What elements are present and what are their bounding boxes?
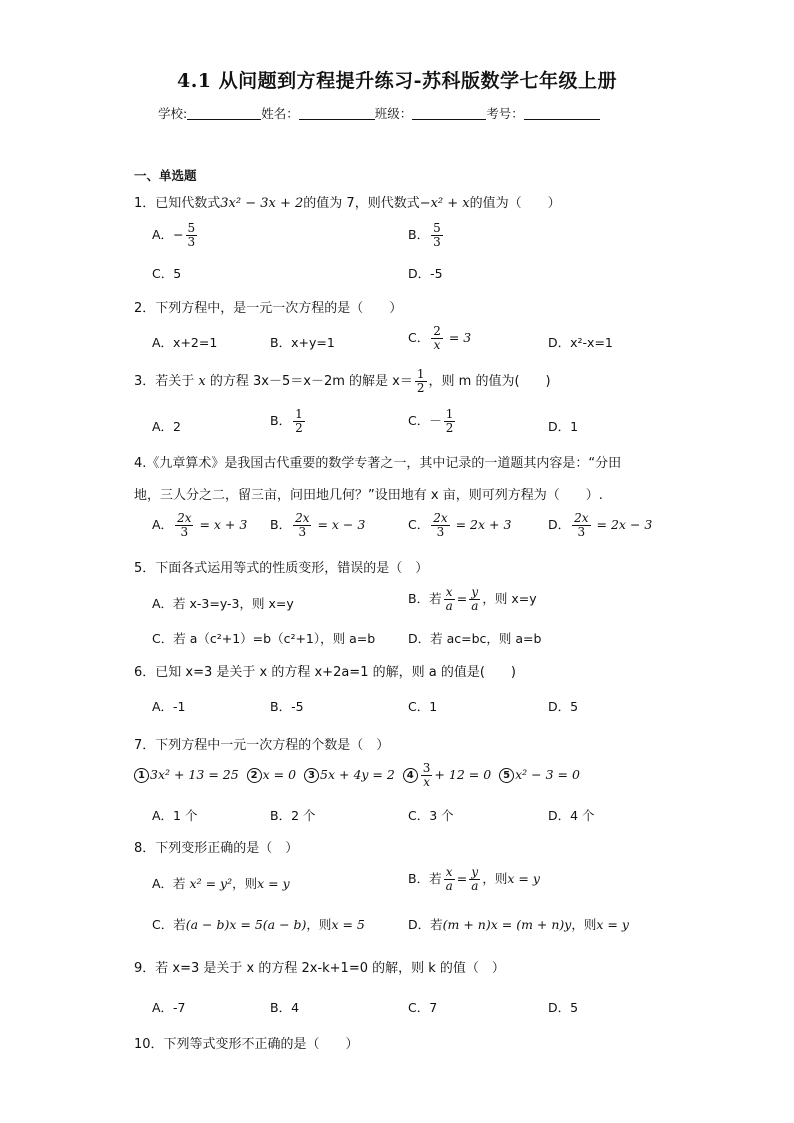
q8-b-eq: = xyxy=(456,871,468,886)
q4-c-label: C． xyxy=(408,517,430,532)
q8-b-num1: x xyxy=(445,865,453,879)
q3-c-num: 1 xyxy=(445,407,454,421)
q4-b-rest: = x − 3 xyxy=(313,517,366,532)
q7-item4-num: 3 xyxy=(422,761,431,775)
q9-option-c[interactable]: C．7 xyxy=(408,1000,438,1015)
class-label: 班级： xyxy=(374,106,413,121)
q8-a-mid: ，则 xyxy=(232,876,258,891)
q7-item4-fraction xyxy=(421,762,433,789)
q4-c-rest: = 2x + 3 xyxy=(451,517,512,532)
q8-d-mid: ，则 xyxy=(571,917,597,932)
q5-option-d[interactable]: D．若 ac=bc，则 a=b xyxy=(408,631,542,646)
q1-a-sign: − xyxy=(173,227,184,242)
q4-d-den: 3 xyxy=(577,525,586,539)
q3-c-fraction xyxy=(444,408,456,435)
q9-option-d[interactable]: D．5 xyxy=(548,1000,579,1015)
q4-c-fraction xyxy=(431,512,449,539)
q8-c-res: x = 5 xyxy=(331,917,365,932)
q2-option-c[interactable] xyxy=(408,325,471,352)
q8-a-res: x = y xyxy=(257,876,290,891)
q9-option-a[interactable]: A．-7 xyxy=(152,1000,186,1015)
q3-option-d[interactable]: D．1 xyxy=(548,419,579,434)
q8-option-a[interactable] xyxy=(152,874,290,892)
q8-b-fraction-2 xyxy=(469,866,480,893)
q4-d-num: 2x xyxy=(574,511,589,525)
q3-solution-fraction xyxy=(415,368,427,395)
q4-option-a[interactable] xyxy=(152,512,247,539)
q4-b-fraction xyxy=(293,512,311,539)
q3-b-fraction xyxy=(293,408,305,435)
q5-b-num2: y xyxy=(471,585,479,599)
q4-option-b[interactable] xyxy=(270,512,365,539)
q8-d-expr: (m + n)x = (m + n)y xyxy=(442,917,572,932)
q8-c-prefix: C．若 xyxy=(152,917,186,932)
q1-a-den: 3 xyxy=(187,235,196,249)
q7-item2: x = 0 xyxy=(262,767,297,782)
q3-c-label: C．－ xyxy=(408,413,442,428)
q7-item4-mark: 4 xyxy=(403,768,418,783)
q4-a-fraction xyxy=(175,512,193,539)
exam-no-blank[interactable] xyxy=(524,107,600,120)
q9-option-b[interactable]: B．4 xyxy=(270,1000,300,1015)
q4-b-den: 3 xyxy=(298,525,307,539)
q4-d-fraction xyxy=(572,512,590,539)
q5-b-eq: = xyxy=(456,591,468,606)
q4-c-den: 3 xyxy=(436,525,445,539)
q5-b-num1: x xyxy=(445,585,453,599)
question-10-stem: 10．下列等式变形不正确的是（ ） xyxy=(134,1037,359,1052)
name-blank[interactable] xyxy=(299,107,375,120)
q3-b-label: B． xyxy=(270,413,292,428)
question-5-stem: 5．下面各式运用等式的性质变形，错误的是（ ） xyxy=(134,561,429,576)
q5-b-prefix: B．若 xyxy=(408,591,442,606)
q3-b-num: 1 xyxy=(295,407,303,421)
q5-b-fraction-2 xyxy=(469,586,480,613)
q8-b-mid: ，则 xyxy=(482,871,508,886)
q5-b-suffix: ，则 x=y xyxy=(482,591,537,606)
q6-option-d[interactable]: D．5 xyxy=(548,699,579,714)
page-title: 4.1 从问题到方程提升练习-苏科版数学七年级上册 xyxy=(176,70,618,92)
q8-b-fraction-1 xyxy=(444,866,455,893)
q1-stem-suffix: 的值为（ ） xyxy=(469,196,561,211)
q8-option-d[interactable] xyxy=(408,915,629,933)
question-3-stem xyxy=(134,368,551,395)
q3-option-c[interactable] xyxy=(408,408,457,435)
q3-stem-mid: 的方程 3x－5＝x－2m 的解是 x＝ xyxy=(209,374,413,389)
q7-option-b[interactable]: B．2 个 xyxy=(270,808,316,823)
name-label: 姓名： xyxy=(261,106,299,121)
q4-c-num: 2x xyxy=(433,511,448,525)
class-blank[interactable] xyxy=(412,107,486,120)
q1-b-den: 3 xyxy=(433,235,441,249)
q8-option-c[interactable] xyxy=(152,915,365,933)
q7-item3: 5x + 4y = 2 xyxy=(320,767,395,782)
q7-item1: 3x² + 13 = 25 xyxy=(150,767,239,782)
q1-stem-prefix: 1．已知代数式 xyxy=(134,196,221,211)
q7-item4-den: x xyxy=(423,775,430,789)
q1-b-num: 5 xyxy=(433,221,441,235)
q4-d-label: D． xyxy=(548,517,571,532)
q8-b-den2: a xyxy=(471,879,479,893)
q8-d-prefix: D．若 xyxy=(408,917,443,932)
q2-c-fraction xyxy=(431,325,443,352)
q2-c-label: C． xyxy=(408,330,430,345)
q7-items xyxy=(134,762,580,789)
question-2-stem: 2．下列方程中，是一元一次方程的是（ ） xyxy=(134,301,403,316)
question-4-line2: 地，三人分之二，留三亩，问田地几何？”设田地有 x 亩，则可列方程为（ ）. xyxy=(134,488,603,503)
q4-b-num: 2x xyxy=(295,511,310,525)
question-7-stem: 7．下列方程中一元一次方程的个数是（ ） xyxy=(134,738,390,753)
q6-option-a[interactable]: A．-1 xyxy=(152,699,186,714)
q8-c-expr: (a − b)x = 5(a − b) xyxy=(185,917,307,932)
q7-option-a[interactable]: A．1 个 xyxy=(152,808,198,823)
q7-option-d[interactable]: D．4 个 xyxy=(548,808,595,823)
school-label: 学校: xyxy=(158,106,188,121)
exam-no-label: 考号： xyxy=(486,106,524,121)
q1-option-c[interactable]: C．5 xyxy=(152,266,182,281)
q7-item5: x² − 3 = 0 xyxy=(515,767,580,782)
q4-a-den: 3 xyxy=(180,525,189,539)
q8-b-num2: y xyxy=(471,865,479,879)
q8-b-prefix: B．若 xyxy=(408,871,442,886)
q5-b-den2: a xyxy=(471,599,479,613)
q4-option-d[interactable] xyxy=(548,512,652,539)
q8-b-res: x = y xyxy=(507,871,540,886)
question-8-stem: 8．下列变形正确的是（ ） xyxy=(134,841,299,856)
student-info-line xyxy=(158,104,600,122)
q1-a-fraction xyxy=(186,222,198,249)
q6-option-c[interactable]: C．1 xyxy=(408,699,438,714)
question-4-line1: 4.《九章算术》是我国古代重要的数学专著之一，其中记录的一道题其内容是：“分田 xyxy=(134,456,622,471)
q8-option-b[interactable] xyxy=(408,866,540,893)
q1-option-b[interactable] xyxy=(408,222,445,249)
q1-b-fraction xyxy=(431,222,443,249)
q1-expr1: 3x² − 3x + 2 xyxy=(220,196,304,211)
q8-a-expr: x² = y² xyxy=(189,876,233,891)
q3-option-a[interactable]: A．2 xyxy=(152,419,182,434)
q8-c-mid: ，则 xyxy=(306,917,332,932)
question-1-stem xyxy=(134,192,561,211)
q3-b-den: 2 xyxy=(295,421,303,435)
q3-stem-prefix: 3．若关于 xyxy=(134,374,195,389)
q5-option-b[interactable] xyxy=(408,586,537,613)
q4-a-label: A． xyxy=(152,517,174,532)
q8-a-prefix: A．若 xyxy=(152,876,186,891)
q1-a-num: 5 xyxy=(187,221,196,235)
q5-b-fraction-1 xyxy=(444,586,455,613)
question-6-stem: 6．已知 x=3 是关于 x 的方程 x+2a=1 的解，则 a 的值是( ) xyxy=(134,665,516,680)
q1-b-label: B． xyxy=(408,227,430,242)
section-title: 一、单选题 xyxy=(134,168,197,183)
q2-option-a[interactable]: A．x+2=1 xyxy=(152,335,218,350)
q3-stem-suffix: ，则 m 的值为( ) xyxy=(428,374,551,389)
q1-option-a[interactable] xyxy=(152,222,199,249)
q7-item1-mark: 1 xyxy=(134,768,149,783)
school-blank[interactable] xyxy=(187,107,261,120)
q1-option-d[interactable]: D．-5 xyxy=(408,266,443,281)
q4-option-c[interactable] xyxy=(408,512,511,539)
q3-c-den: 2 xyxy=(445,421,454,435)
q2-option-b[interactable]: B．x+y=1 xyxy=(270,335,335,350)
q4-d-rest: = 2x − 3 xyxy=(592,517,653,532)
q7-item5-mark: 5 xyxy=(499,768,514,783)
question-9-stem: 9．若 x=3 是关于 x 的方程 2x-k+1=0 的解，则 k 的值（ ） xyxy=(134,961,505,976)
q7-item3-mark: 3 xyxy=(304,768,319,783)
q4-b-label: B． xyxy=(270,517,292,532)
q8-b-den1: a xyxy=(445,879,453,893)
q2-c-num: 2 xyxy=(433,324,441,338)
q5-option-a[interactable]: A．若 x-3=y-3，则 x=y xyxy=(152,596,294,611)
q3-option-b[interactable] xyxy=(270,408,307,435)
q4-a-num: 2x xyxy=(177,511,192,525)
q1-expr2: −x² + x xyxy=(419,196,470,211)
q3-var: x xyxy=(198,374,206,389)
q5-option-c[interactable]: C．若 a（c²+1）=b（c²+1），则 a=b xyxy=(152,631,376,646)
q2-c-rest: = 3 xyxy=(444,330,472,345)
q4-a-rest: = x + 3 xyxy=(195,517,248,532)
q1-stem-mid: 的值为 7，则代数式 xyxy=(303,196,420,211)
q7-option-c[interactable]: C．3 个 xyxy=(408,808,454,823)
q8-d-res: x = y xyxy=(596,917,629,932)
q1-a-label: A． xyxy=(152,227,174,242)
q7-item2-mark: 2 xyxy=(247,768,262,783)
q7-item4-rest: + 12 = 0 xyxy=(434,767,492,782)
q3-sol-num: 1 xyxy=(416,367,425,381)
q2-option-d[interactable]: D．x²-x=1 xyxy=(548,335,613,350)
q6-option-b[interactable]: B．-5 xyxy=(270,699,304,714)
q2-c-den: x xyxy=(433,338,441,352)
q5-b-den1: a xyxy=(445,599,453,613)
q3-sol-den: 2 xyxy=(416,381,425,395)
